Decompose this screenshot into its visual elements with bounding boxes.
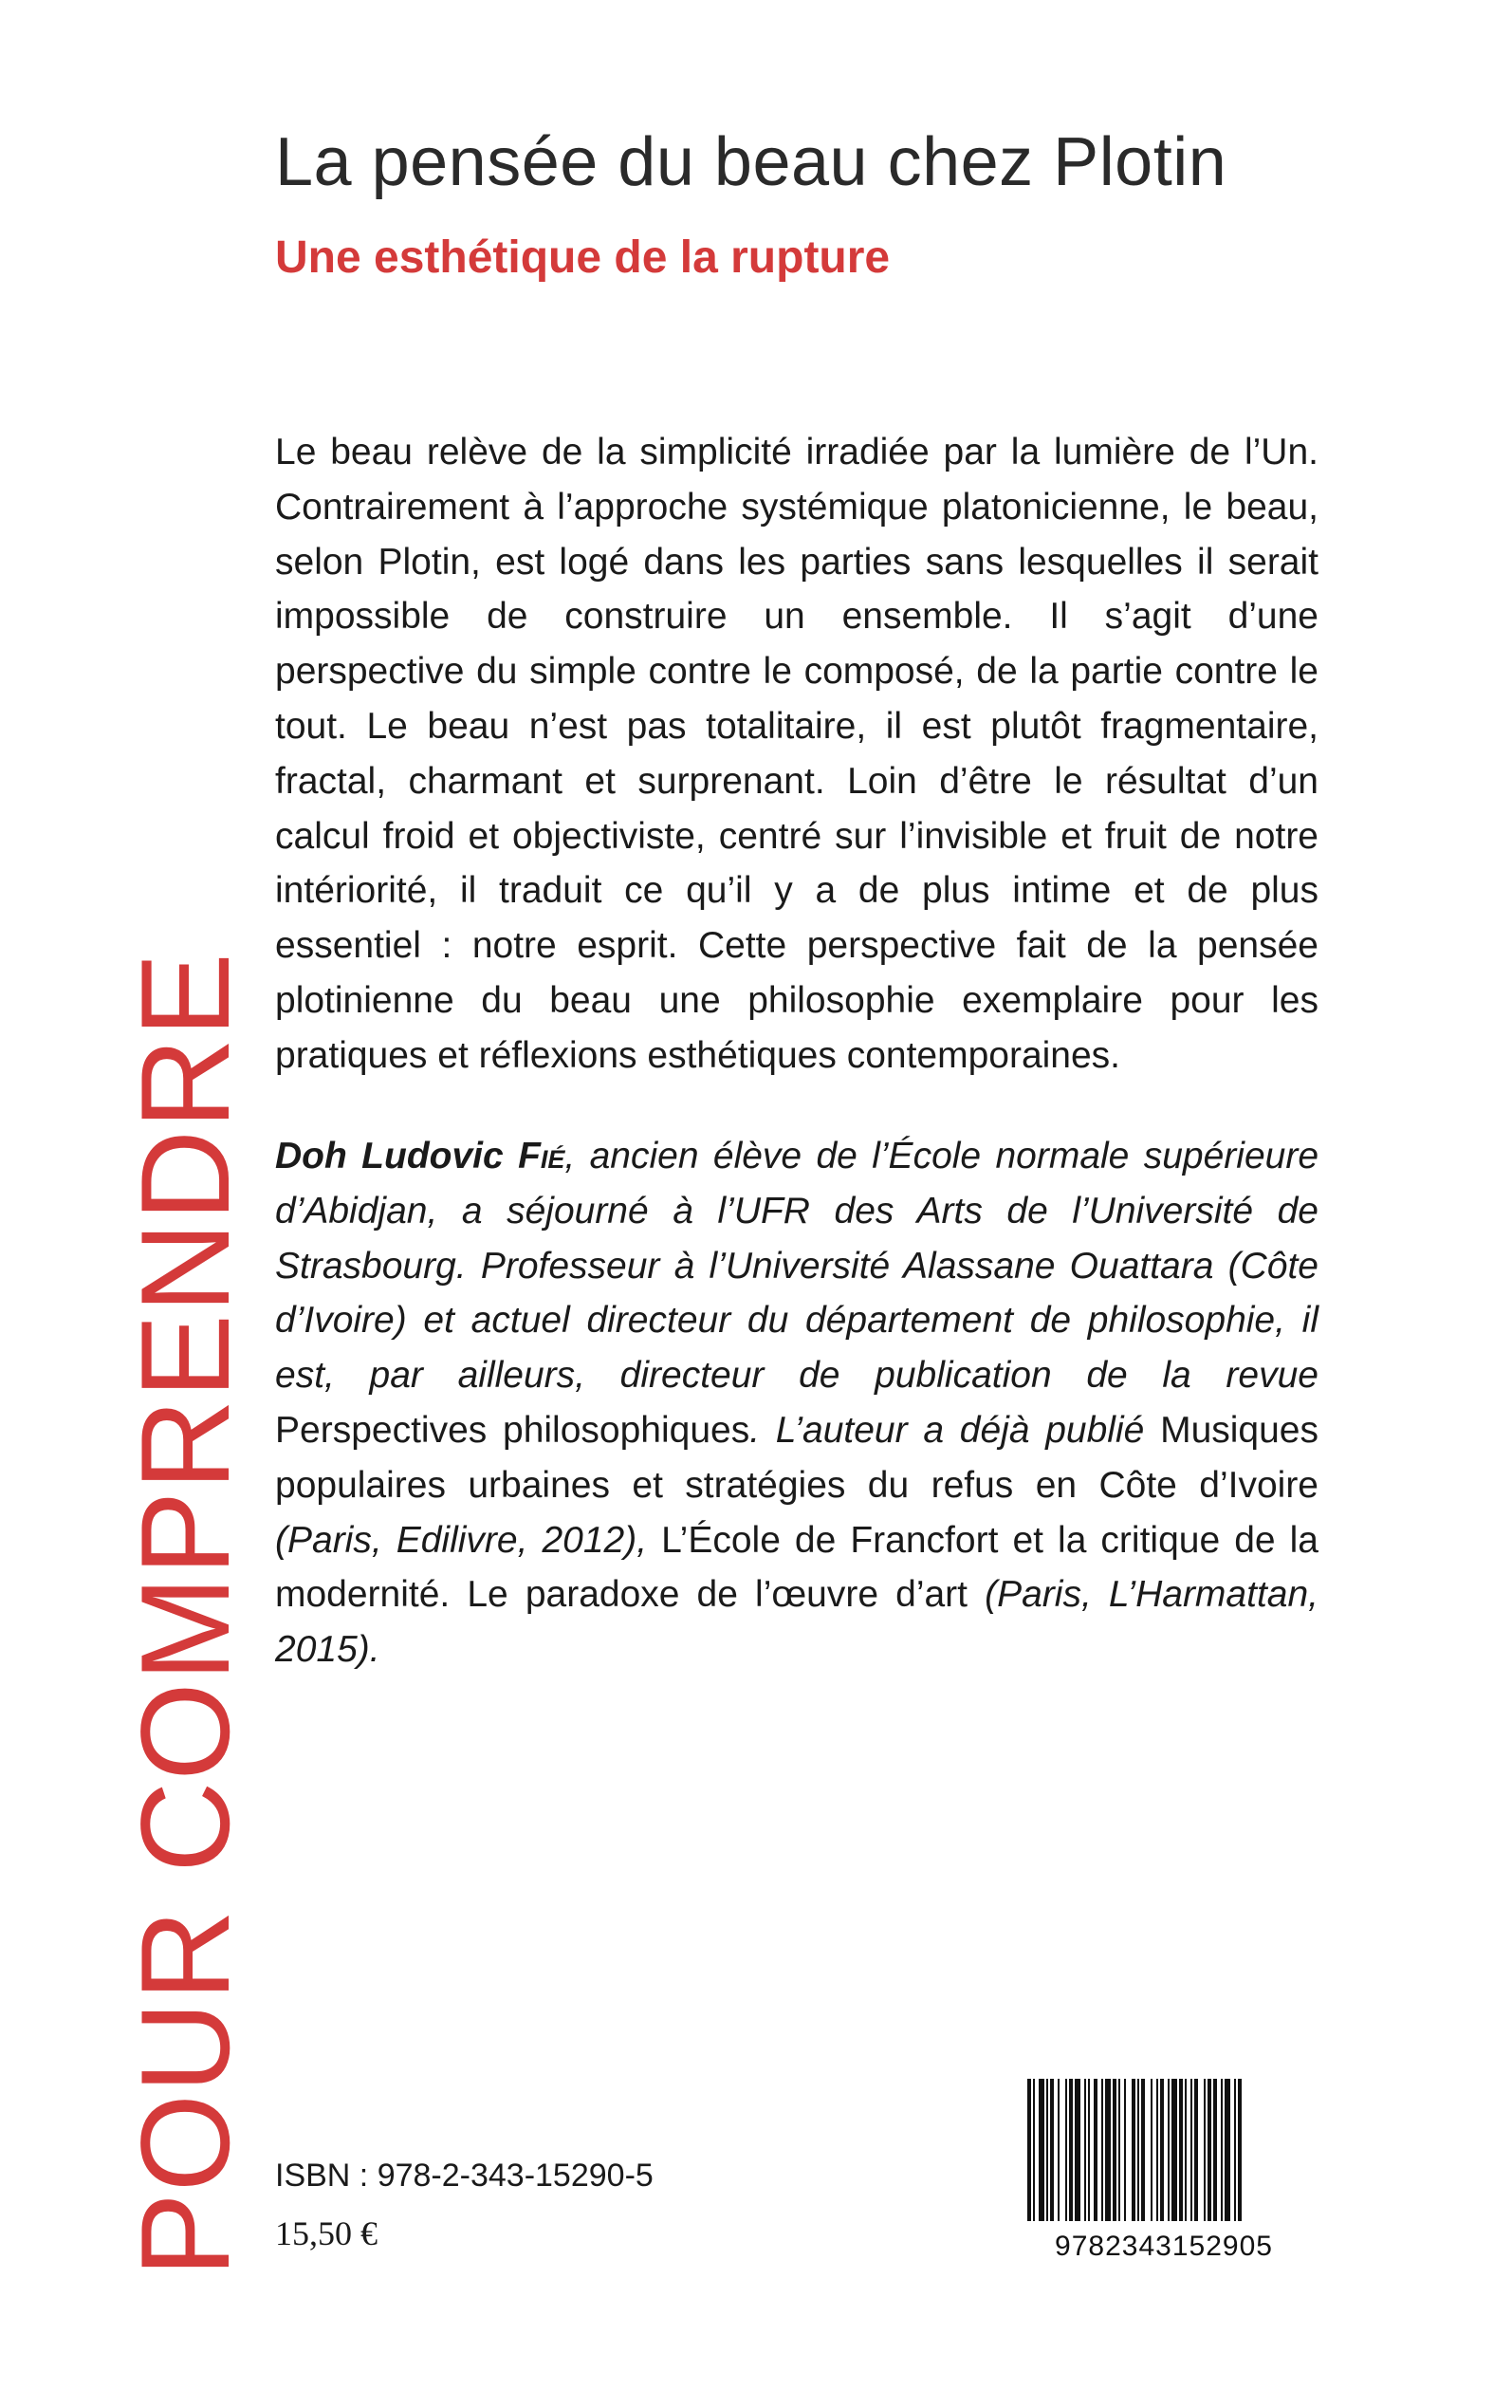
barcode-bar <box>1075 2079 1080 2221</box>
barcode-bar <box>1221 2079 1223 2221</box>
price: 15,50 € <box>275 2214 378 2252</box>
barcode-bar <box>1118 2079 1120 2221</box>
barcode-bar <box>1156 2079 1158 2221</box>
barcode-number: 9782343152905 <box>1055 2231 1273 2262</box>
barcode-bar <box>1179 2079 1183 2221</box>
barcode-bars <box>1027 2079 1242 2221</box>
barcode-bar <box>1160 2079 1164 2221</box>
barcode-bar <box>1046 2079 1048 2221</box>
barcode-bar <box>1137 2079 1139 2221</box>
barcode-bar <box>1105 2079 1111 2221</box>
barcode <box>1022 2073 1306 2263</box>
barcode-bar <box>1141 2079 1145 2221</box>
barcode-bar <box>1132 2079 1135 2221</box>
barcode-bar <box>1151 2079 1152 2221</box>
barcode-bar <box>1065 2079 1067 2221</box>
barcode-bar <box>1113 2079 1116 2221</box>
bio-text-part1: , ancien élève de l’École normale supérieure d’Abidjan, a séjourné à l’UFR des Arts de l’Université de Strasbourg. Professeur à l’Université Alassane Ouattara (Côte d’Ivoire) et actuel directeur du département de philosophie, il est, par ailleurs, directeur de publication de la revue <box>275 1136 1319 1397</box>
published-book-2-info: (Paris, L’Harmattan, 2015). <box>275 1574 1318 1671</box>
published-book-2: L’École de Francfort et la critique de la modernité. Le paradoxe de l’œuvre d’art <box>275 1519 1318 1616</box>
barcode-bar <box>1050 2079 1054 2221</box>
barcode-bar <box>1208 2079 1211 2221</box>
barcode-bar <box>1204 2079 1206 2221</box>
barcode-bar <box>1088 2079 1090 2221</box>
barcode-bar <box>1124 2079 1126 2221</box>
barcode-bar <box>1190 2079 1192 2221</box>
barcode-bar <box>1101 2079 1103 2221</box>
bio-text-part2: . L’auteur a déjà publié <box>749 1409 1161 1451</box>
barcode-bar <box>1238 2079 1242 2221</box>
barcode-bar <box>1168 2079 1170 2221</box>
barcode-bar <box>1094 2079 1097 2221</box>
barcode-bar <box>1234 2079 1236 2221</box>
barcode-bar <box>1225 2079 1230 2221</box>
book-subtitle: Une esthétique de la rupture <box>275 232 891 283</box>
author-surname: Fié <box>518 1136 565 1176</box>
barcode-bar <box>1027 2079 1031 2221</box>
barcode-bar <box>1058 2079 1060 2221</box>
barcode-bar <box>1185 2079 1187 2221</box>
book-summary: Le beau relève de la simplicité irradiée par la lumière de l’Un. Contrairement à l’approche systémique platonicienne, le beau, selon Plotin, est logé dans les parties sans lesquelles il serait impossible de construire un ensemble. Il s’agit d’une perspective du simple contre le composé, de la partie contre le tout. Le beau n’est pas totalitaire, il est plutôt fragmentaire, fractal, charmant et surprenant. Loin d’être le résultat d’un calcul froid et objectiviste, centré sur l’invisible et fruit de notre intériorité, il traduit ce qu’il y a de plus intime et de plus essentiel : notre esprit. Cette perspective fait de la pensée plotinienne du beau une philosophie exemplaire pour les pratiques et réflexions esthétiques contemporaines. <box>275 432 1318 1076</box>
isbn: ISBN : 978-2-343-15290-5 <box>275 2158 654 2194</box>
barcode-bar <box>1039 2079 1044 2221</box>
series-name: POUR COMPRENDRE <box>116 952 256 2277</box>
published-book-1-info: (Paris, Edilivre, 2012), <box>275 1519 662 1561</box>
barcode-bar <box>1194 2079 1198 2221</box>
author-first-names: Doh Ludovic <box>275 1136 504 1176</box>
published-book-1: Musiques populaires urbaines et stratégies du refus en Côte d’Ivoire <box>275 1409 1318 1506</box>
journal-title: Perspectives philosophiques <box>275 1409 750 1451</box>
book-title: La pensée du beau chez Plotin <box>275 124 1227 200</box>
barcode-bar <box>1069 2079 1073 2221</box>
barcode-bar <box>1084 2079 1086 2221</box>
author-biography <box>275 1129 1318 1677</box>
barcode-bar <box>1033 2079 1035 2221</box>
barcode-bar <box>1213 2079 1217 2221</box>
barcode-bar <box>1171 2079 1177 2221</box>
